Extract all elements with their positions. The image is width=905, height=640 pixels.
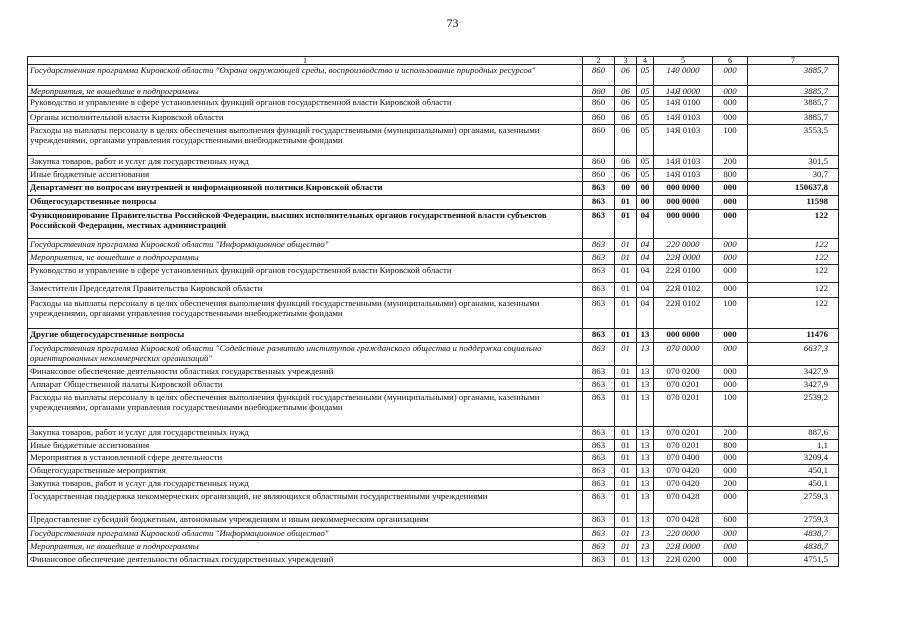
section-cell: 01 xyxy=(615,239,637,252)
table-row xyxy=(28,239,839,252)
amount-cell: 450,1 xyxy=(748,478,839,491)
target-article-cell: 070 0400 xyxy=(654,452,713,465)
table-row xyxy=(28,392,839,427)
subsection-cell: 13 xyxy=(637,491,654,514)
target-article-cell: 22Я 0000 xyxy=(654,541,713,554)
description-cell: Финансовое обеспечение деятельности областных государственных учреждений xyxy=(28,554,583,567)
admin-code-cell: 860 xyxy=(583,112,615,125)
expense-type-cell: 000 xyxy=(713,491,748,514)
expense-type-cell: 800 xyxy=(713,440,748,452)
description-cell: Закупка товаров, работ и услуг для государственных нужд xyxy=(28,478,583,491)
expense-type-cell: 000 xyxy=(713,210,748,239)
description-cell: Органы исполнительной власти Кировской области xyxy=(28,112,583,125)
subsection-cell: 13 xyxy=(637,514,654,528)
target-article-cell: 14Я 0103 xyxy=(654,125,713,156)
table-row xyxy=(28,86,839,97)
description-cell: Закупка товаров, работ и услуг для государственных нужд xyxy=(28,156,583,169)
section-cell: 01 xyxy=(615,440,637,452)
expense-type-cell: 000 xyxy=(713,65,748,86)
amount-cell: 122 xyxy=(748,252,839,265)
section-cell: 00 xyxy=(615,182,637,196)
subsection-cell: 13 xyxy=(637,392,654,427)
admin-code-cell: 863 xyxy=(583,252,615,265)
table-row xyxy=(28,379,839,392)
section-cell: 01 xyxy=(615,427,637,440)
header-cell: 5 xyxy=(654,57,713,65)
table-row xyxy=(28,65,839,86)
expense-type-cell: 000 xyxy=(713,554,748,567)
description-cell: Расходы на выплаты персоналу в целях обеспечения выполнения функций государственными (муниципальными) органами, казенными учреждениями, органами управления государственными внебюджетными фондами xyxy=(28,392,583,427)
admin-code-cell: 860 xyxy=(583,125,615,156)
table-row xyxy=(28,156,839,169)
section-cell: 01 xyxy=(615,514,637,528)
section-cell: 01 xyxy=(615,465,637,478)
table-body xyxy=(28,57,839,567)
header-cell: 1 xyxy=(28,57,583,65)
section-cell: 01 xyxy=(615,298,637,329)
description-cell: Государственная программа Кировской области "Охрана окружающей среды, воспроизводство и использование природных ресурсов" xyxy=(28,65,583,86)
admin-code-cell: 863 xyxy=(583,427,615,440)
section-cell: 06 xyxy=(615,125,637,156)
expense-type-cell: 000 xyxy=(713,283,748,298)
amount-cell: 2759,3 xyxy=(748,514,839,528)
section-cell: 01 xyxy=(615,491,637,514)
amount-cell: 122 xyxy=(748,283,839,298)
section-cell: 01 xyxy=(615,478,637,491)
section-cell: 01 xyxy=(615,210,637,239)
description-cell: Государственная программа Кировской области "Информационное общество" xyxy=(28,528,583,541)
table-row xyxy=(28,465,839,478)
description-cell: Расходы на выплаты персоналу в целях обеспечения выполнения функций государственными (муниципальными) органами, казенными учреждениями, органами управления государственными внебюджетными фондами xyxy=(28,298,583,329)
page-number: 73 xyxy=(446,16,459,30)
amount-cell: 450,1 xyxy=(748,465,839,478)
amount-cell: 301,5 xyxy=(748,156,839,169)
description-cell: Аппарат Общественной палаты Кировской области xyxy=(28,379,583,392)
header-cell: 2 xyxy=(583,57,615,65)
budget-table xyxy=(27,56,839,567)
table-row xyxy=(28,514,839,528)
amount-cell: 1,1 xyxy=(748,440,839,452)
target-article-cell: 220 0000 xyxy=(654,528,713,541)
subsection-cell: 13 xyxy=(637,452,654,465)
table-row xyxy=(28,182,839,196)
table-row xyxy=(28,252,839,265)
description-cell: Предоставление субсидий бюджетным, автономным учреждениям и иным некоммерческим организациям xyxy=(28,514,583,528)
admin-code-cell: 860 xyxy=(583,156,615,169)
amount-cell: 3209,4 xyxy=(748,452,839,465)
description-cell: Руководство и управление в сфере установленных функций органов государственной власти Кировской области xyxy=(28,265,583,283)
subsection-cell: 04 xyxy=(637,265,654,283)
table-row xyxy=(28,528,839,541)
header-cell: 3 xyxy=(615,57,637,65)
section-cell: 01 xyxy=(615,528,637,541)
admin-code-cell: 863 xyxy=(583,298,615,329)
target-article-cell: 000 0000 xyxy=(654,329,713,343)
amount-cell: 6637,3 xyxy=(748,343,839,366)
subsection-cell: 05 xyxy=(637,125,654,156)
expense-type-cell: 200 xyxy=(713,427,748,440)
subsection-cell: 13 xyxy=(637,343,654,366)
subsection-cell: 00 xyxy=(637,182,654,196)
subsection-cell: 05 xyxy=(637,156,654,169)
admin-code-cell: 863 xyxy=(583,239,615,252)
description-cell: Государственная программа Кировской области "Информационное общество" xyxy=(28,239,583,252)
table-row xyxy=(28,112,839,125)
subsection-cell: 13 xyxy=(637,554,654,567)
target-article-cell: 070 0000 xyxy=(654,343,713,366)
amount-cell: 887,6 xyxy=(748,427,839,440)
table-row xyxy=(28,541,839,554)
amount-cell: 150637,8 xyxy=(748,182,839,196)
target-article-cell: 000 0000 xyxy=(654,210,713,239)
expense-type-cell: 000 xyxy=(713,86,748,97)
table-row xyxy=(28,440,839,452)
admin-code-cell: 860 xyxy=(583,169,615,182)
subsection-cell: 13 xyxy=(637,379,654,392)
target-article-cell: 22Я 0100 xyxy=(654,265,713,283)
target-article-cell: 070 0420 xyxy=(654,465,713,478)
section-cell: 01 xyxy=(615,366,637,379)
table-row xyxy=(28,491,839,514)
section-cell: 01 xyxy=(615,252,637,265)
table-row xyxy=(28,298,839,329)
amount-cell: 3885,7 xyxy=(748,97,839,112)
expense-type-cell: 100 xyxy=(713,392,748,427)
subsection-cell: 05 xyxy=(637,86,654,97)
expense-type-cell: 600 xyxy=(713,514,748,528)
description-cell: Мероприятия в установленной сфере деятельности xyxy=(28,452,583,465)
table-row xyxy=(28,210,839,239)
amount-cell: 3553,5 xyxy=(748,125,839,156)
description-cell: Мероприятия, не вошедшие в подпрограммы xyxy=(28,86,583,97)
description-cell: Другие общегосударственные вопросы xyxy=(28,329,583,343)
subsection-cell: 13 xyxy=(637,541,654,554)
target-article-cell: 070 0201 xyxy=(654,427,713,440)
amount-cell: 122 xyxy=(748,298,839,329)
table-row xyxy=(28,427,839,440)
subsection-cell: 05 xyxy=(637,112,654,125)
table-row xyxy=(28,169,839,182)
amount-cell: 3885,7 xyxy=(748,112,839,125)
amount-cell: 3427,9 xyxy=(748,379,839,392)
target-article-cell: 14Я 0103 xyxy=(654,112,713,125)
admin-code-cell: 860 xyxy=(583,65,615,86)
description-cell: Мероприятия, не вошедшие в подпрограммы xyxy=(28,252,583,265)
description-cell: Государственная поддержка некоммерческих организаций, не являющихся областными государственными учреждениями xyxy=(28,491,583,514)
section-cell: 06 xyxy=(615,156,637,169)
target-article-cell: 14Я 0000 xyxy=(654,86,713,97)
expense-type-cell: 100 xyxy=(713,298,748,329)
expense-type-cell: 000 xyxy=(713,541,748,554)
description-cell: Функционирование Правительства Российской Федерации, высших исполнительных органов государственной власти субъектов Российской Федерации, местных администраций xyxy=(28,210,583,239)
table-row xyxy=(28,366,839,379)
amount-cell: 3885,7 xyxy=(748,86,839,97)
table-row xyxy=(28,329,839,343)
amount-cell: 2759,3 xyxy=(748,491,839,514)
admin-code-cell: 863 xyxy=(583,283,615,298)
section-cell: 01 xyxy=(615,329,637,343)
section-cell: 01 xyxy=(615,379,637,392)
expense-type-cell: 000 xyxy=(713,196,748,210)
expense-type-cell: 000 xyxy=(713,343,748,366)
subsection-cell: 13 xyxy=(637,528,654,541)
amount-cell: 4751,5 xyxy=(748,554,839,567)
table-row xyxy=(28,343,839,366)
table-row xyxy=(28,265,839,283)
section-cell: 01 xyxy=(615,343,637,366)
subsection-cell: 00 xyxy=(637,196,654,210)
target-article-cell: 070 0428 xyxy=(654,514,713,528)
target-article-cell: 070 0428 xyxy=(654,491,713,514)
table-row xyxy=(28,478,839,491)
section-cell: 01 xyxy=(615,554,637,567)
admin-code-cell: 863 xyxy=(583,541,615,554)
expense-type-cell: 000 xyxy=(713,265,748,283)
section-cell: 06 xyxy=(615,86,637,97)
table-row xyxy=(28,554,839,567)
admin-code-cell: 863 xyxy=(583,554,615,567)
target-article-cell: 070 0201 xyxy=(654,392,713,427)
header-row xyxy=(28,57,839,65)
target-article-cell: 14Я 0103 xyxy=(654,169,713,182)
target-article-cell: 14Я 0100 xyxy=(654,97,713,112)
admin-code-cell: 863 xyxy=(583,343,615,366)
target-article-cell: 070 0201 xyxy=(654,379,713,392)
target-article-cell: 140 0000 xyxy=(654,65,713,86)
subsection-cell: 04 xyxy=(637,239,654,252)
description-cell: Финансовое обеспечение деятельности областных государственных учреждений xyxy=(28,366,583,379)
expense-type-cell: 000 xyxy=(713,112,748,125)
section-cell: 01 xyxy=(615,196,637,210)
subsection-cell: 13 xyxy=(637,478,654,491)
description-cell: Общегосударственные вопросы xyxy=(28,196,583,210)
description-cell: Руководство и управление в сфере установленных функций органов государственной власти Кировской области xyxy=(28,97,583,112)
table-row xyxy=(28,97,839,112)
table-row xyxy=(28,196,839,210)
amount-cell: 122 xyxy=(748,239,839,252)
section-cell: 01 xyxy=(615,265,637,283)
section-cell: 01 xyxy=(615,452,637,465)
header-cell: 4 xyxy=(637,57,654,65)
admin-code-cell: 863 xyxy=(583,265,615,283)
amount-cell: 30,7 xyxy=(748,169,839,182)
target-article-cell: 000 0000 xyxy=(654,196,713,210)
section-cell: 06 xyxy=(615,97,637,112)
description-cell: Общегосударственные мероприятия xyxy=(28,465,583,478)
expense-type-cell: 000 xyxy=(713,252,748,265)
target-article-cell: 070 0420 xyxy=(654,478,713,491)
header-cell: 7 xyxy=(748,57,839,65)
admin-code-cell: 863 xyxy=(583,210,615,239)
section-cell: 06 xyxy=(615,112,637,125)
admin-code-cell: 863 xyxy=(583,196,615,210)
amount-cell: 2539,2 xyxy=(748,392,839,427)
subsection-cell: 13 xyxy=(637,440,654,452)
amount-cell: 11598 xyxy=(748,196,839,210)
section-cell: 01 xyxy=(615,283,637,298)
subsection-cell: 13 xyxy=(637,427,654,440)
expense-type-cell: 000 xyxy=(713,528,748,541)
admin-code-cell: 863 xyxy=(583,452,615,465)
target-article-cell: 000 0000 xyxy=(654,182,713,196)
subsection-cell: 13 xyxy=(637,366,654,379)
expense-type-cell: 000 xyxy=(713,465,748,478)
amount-cell: 4838,7 xyxy=(748,541,839,554)
description-cell: Иные бюджетные ассигнования xyxy=(28,169,583,182)
expense-type-cell: 000 xyxy=(713,97,748,112)
target-article-cell: 22Я 0102 xyxy=(654,283,713,298)
admin-code-cell: 863 xyxy=(583,329,615,343)
admin-code-cell: 863 xyxy=(583,528,615,541)
subsection-cell: 05 xyxy=(637,97,654,112)
subsection-cell: 13 xyxy=(637,329,654,343)
description-cell: Закупка товаров, работ и услуг для государственных нужд xyxy=(28,427,583,440)
section-cell: 06 xyxy=(615,65,637,86)
target-article-cell: 22Я 0200 xyxy=(654,554,713,567)
subsection-cell: 04 xyxy=(637,298,654,329)
header-cell: 6 xyxy=(713,57,748,65)
section-cell: 06 xyxy=(615,169,637,182)
subsection-cell: 13 xyxy=(637,465,654,478)
admin-code-cell: 860 xyxy=(583,97,615,112)
description-cell: Заместители Председателя Правительства Кировской области xyxy=(28,283,583,298)
expense-type-cell: 200 xyxy=(713,478,748,491)
description-cell: Департамент по вопросам внутренней и информационной политики Кировской области xyxy=(28,182,583,196)
expense-type-cell: 000 xyxy=(713,329,748,343)
target-article-cell: 220 0000 xyxy=(654,239,713,252)
admin-code-cell: 863 xyxy=(583,514,615,528)
amount-cell: 3427,9 xyxy=(748,366,839,379)
subsection-cell: 05 xyxy=(637,169,654,182)
expense-type-cell: 000 xyxy=(713,379,748,392)
admin-code-cell: 863 xyxy=(583,465,615,478)
expense-type-cell: 100 xyxy=(713,125,748,156)
expense-type-cell: 000 xyxy=(713,366,748,379)
description-cell: Иные бюджетные ассигнования xyxy=(28,440,583,452)
description-cell: Государственная программа Кировской области "Содействие развитию институтов гражданского общества и поддержка социально ориентированных некоммерческих организаций" xyxy=(28,343,583,366)
target-article-cell: 070 0200 xyxy=(654,366,713,379)
table-row xyxy=(28,452,839,465)
admin-code-cell: 863 xyxy=(583,366,615,379)
target-article-cell: 22Я 0000 xyxy=(654,252,713,265)
description-cell: Расходы на выплаты персоналу в целях обеспечения выполнения функций государственными (муниципальными) органами, казенными учреждениями, органами управления государственными внебюджетными фондами xyxy=(28,125,583,156)
admin-code-cell: 863 xyxy=(583,182,615,196)
amount-cell: 122 xyxy=(748,210,839,239)
table-row xyxy=(28,283,839,298)
target-article-cell: 22Я 0102 xyxy=(654,298,713,329)
subsection-cell: 05 xyxy=(637,65,654,86)
admin-code-cell: 863 xyxy=(583,491,615,514)
expense-type-cell: 000 xyxy=(713,452,748,465)
subsection-cell: 04 xyxy=(637,252,654,265)
amount-cell: 4838,7 xyxy=(748,528,839,541)
expense-type-cell: 000 xyxy=(713,239,748,252)
amount-cell: 3885,7 xyxy=(748,65,839,86)
expense-type-cell: 800 xyxy=(713,169,748,182)
section-cell: 01 xyxy=(615,541,637,554)
admin-code-cell: 860 xyxy=(583,86,615,97)
subsection-cell: 04 xyxy=(637,210,654,239)
amount-cell: 11476 xyxy=(748,329,839,343)
expense-type-cell: 200 xyxy=(713,156,748,169)
target-article-cell: 14Я 0103 xyxy=(654,156,713,169)
amount-cell: 122 xyxy=(748,265,839,283)
admin-code-cell: 863 xyxy=(583,379,615,392)
expense-type-cell: 000 xyxy=(713,182,748,196)
admin-code-cell: 863 xyxy=(583,392,615,427)
subsection-cell: 04 xyxy=(637,283,654,298)
description-cell: Мероприятия, не вошедшие в подпрограммы xyxy=(28,541,583,554)
section-cell: 01 xyxy=(615,392,637,427)
admin-code-cell: 863 xyxy=(583,440,615,452)
table-row xyxy=(28,125,839,156)
target-article-cell: 070 0201 xyxy=(654,440,713,452)
admin-code-cell: 863 xyxy=(583,478,615,491)
